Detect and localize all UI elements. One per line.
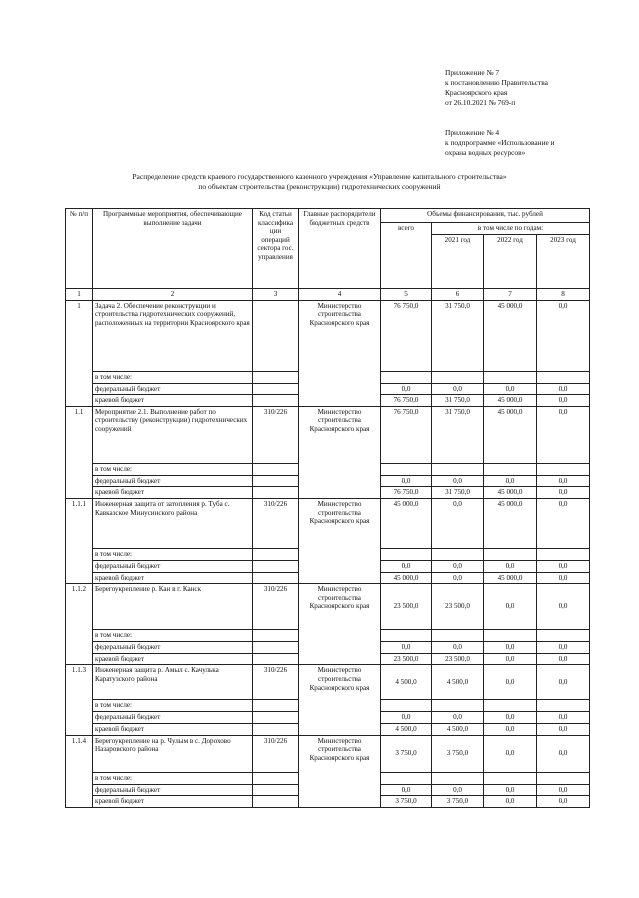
document-title <box>0 172 639 192</box>
regional-budget-value: 3 750,0 <box>381 796 432 808</box>
empty-cell <box>432 548 484 560</box>
table-row <box>66 498 590 548</box>
item-2023: 0,0 <box>537 300 590 371</box>
table-row <box>66 584 590 630</box>
regional-budget-value: 0,0 <box>537 395 590 407</box>
col-header-2023: 2023 год <box>537 235 590 289</box>
item-2022: 45 000,0 <box>484 300 537 371</box>
empty-cell <box>253 630 299 642</box>
col-header-2022: 2022 год <box>484 235 537 289</box>
header-line: к подпрограмме «Использование и <box>445 138 555 147</box>
incl-label: в том числе: <box>93 630 253 642</box>
federal-budget-value: 0,0 <box>537 560 590 572</box>
appendix-7-header <box>445 68 548 108</box>
item-2022: 0,0 <box>484 584 537 630</box>
table-row <box>66 735 590 772</box>
empty-cell <box>381 630 432 642</box>
empty-cell <box>484 371 537 383</box>
header-line: Приложение № 7 <box>445 68 500 77</box>
header-line: Красноярского края <box>445 88 508 97</box>
col-number: 3 <box>253 289 299 301</box>
item-number: 1.1.1 <box>66 498 93 583</box>
federal-budget-value: 0,0 <box>432 383 484 395</box>
item-number: 1.1 <box>66 406 93 498</box>
appendix-4-header <box>445 128 555 158</box>
empty-cell <box>484 700 537 712</box>
regional-budget-value: 0,0 <box>432 572 484 584</box>
title-line: по объектам строительства (реконструкции) гидротехнических сооружений <box>198 182 441 191</box>
regional-budget-value: 45 000,0 <box>484 572 537 584</box>
item-number: 1 <box>66 300 93 406</box>
empty-cell <box>253 475 299 487</box>
federal-budget-label: федеральный бюджет <box>93 712 253 724</box>
item-name: Инженерная защита р. Амыл с. Качулька Каратузского района <box>93 665 253 700</box>
item-2021: 31 750,0 <box>432 406 484 463</box>
empty-cell <box>432 772 484 784</box>
empty-cell <box>537 463 590 475</box>
regional-budget-value: 31 750,0 <box>432 487 484 499</box>
item-2022: 45 000,0 <box>484 498 537 548</box>
item-2021: 31 750,0 <box>432 300 484 371</box>
empty-cell <box>537 772 590 784</box>
col-number: 8 <box>537 289 590 301</box>
regional-budget-value: 4 500,0 <box>432 723 484 735</box>
header-line: от 26.10.2021 № 769-п <box>445 98 516 107</box>
federal-budget-value: 0,0 <box>432 642 484 654</box>
federal-budget-label: федеральный бюджет <box>93 784 253 796</box>
regional-budget-value: 23 500,0 <box>381 653 432 665</box>
federal-budget-value: 0,0 <box>537 383 590 395</box>
col-header-activity: Программные мероприятия, обеспечивающие выполнение задачи <box>93 209 253 289</box>
item-name: Мероприятие 2.1. Выполнение работ по строительству (реконструкции) гидротехнических сооружений <box>93 406 253 463</box>
federal-budget-value: 0,0 <box>537 475 590 487</box>
item-code: 310/226 <box>253 498 299 548</box>
col-number: 6 <box>432 289 484 301</box>
empty-cell <box>253 548 299 560</box>
federal-budget-label: федеральный бюджет <box>93 642 253 654</box>
federal-budget-value: 0,0 <box>381 642 432 654</box>
federal-budget-value: 0,0 <box>537 642 590 654</box>
empty-cell <box>253 383 299 395</box>
regional-budget-value: 76 750,0 <box>381 395 432 407</box>
federal-budget-value: 0,0 <box>432 560 484 572</box>
regional-budget-value: 31 750,0 <box>432 395 484 407</box>
col-header-funding: Объемы финансирования, тыс. рублей <box>381 209 590 223</box>
regional-budget-value: 0,0 <box>484 723 537 735</box>
item-code <box>253 300 299 371</box>
col-number: 7 <box>484 289 537 301</box>
federal-budget-value: 0,0 <box>381 784 432 796</box>
regional-budget-label: краевой бюджет <box>93 796 253 808</box>
item-2023: 0,0 <box>537 665 590 700</box>
item-total: 45 000,0 <box>381 498 432 548</box>
regional-budget-label: краевой бюджет <box>93 653 253 665</box>
federal-budget-value: 0,0 <box>381 560 432 572</box>
col-header-code: Код статьи классифика ции операций сектора гос. управления <box>253 209 299 289</box>
empty-cell <box>381 772 432 784</box>
item-2021: 3 750,0 <box>432 735 484 772</box>
empty-cell <box>537 371 590 383</box>
item-total: 3 750,0 <box>381 735 432 772</box>
empty-cell <box>253 772 299 784</box>
empty-cell <box>253 463 299 475</box>
incl-label: в том числе: <box>93 371 253 383</box>
header-line: Приложение № 4 <box>445 128 500 137</box>
incl-label: в том числе: <box>93 463 253 475</box>
regional-budget-value: 45 000,0 <box>484 395 537 407</box>
col-header-by-years: в том числе по годам: <box>432 223 590 235</box>
item-code: 310/226 <box>253 406 299 463</box>
item-number: 1.1.2 <box>66 584 93 665</box>
item-manager: Министерство строительства Красноярского края <box>299 584 381 665</box>
item-2022: 0,0 <box>484 735 537 772</box>
item-total: 4 500,0 <box>381 665 432 700</box>
item-2023: 0,0 <box>537 406 590 463</box>
item-total: 76 750,0 <box>381 300 432 371</box>
table-row <box>66 300 590 371</box>
regional-budget-value: 0,0 <box>537 487 590 499</box>
empty-cell <box>253 653 299 665</box>
empty-cell <box>381 371 432 383</box>
item-code: 310/226 <box>253 584 299 630</box>
regional-budget-value: 0,0 <box>537 796 590 808</box>
regional-budget-label: краевой бюджет <box>93 487 253 499</box>
empty-cell <box>537 548 590 560</box>
regional-budget-value: 45 000,0 <box>484 487 537 499</box>
empty-cell <box>432 371 484 383</box>
empty-cell <box>381 548 432 560</box>
regional-budget-value: 3 750,0 <box>432 796 484 808</box>
regional-budget-value: 76 750,0 <box>381 487 432 499</box>
regional-budget-label: краевой бюджет <box>93 572 253 584</box>
column-number-row <box>66 289 590 301</box>
empty-cell <box>253 572 299 584</box>
empty-cell <box>253 395 299 407</box>
federal-budget-value: 0,0 <box>537 712 590 724</box>
empty-cell <box>537 630 590 642</box>
empty-cell <box>381 700 432 712</box>
regional-budget-label: краевой бюджет <box>93 395 253 407</box>
federal-budget-value: 0,0 <box>432 712 484 724</box>
item-name: Берегоукрепление на р. Чулым в с. Дорохово Назаровского района <box>93 735 253 772</box>
incl-label: в том числе: <box>93 700 253 712</box>
federal-budget-value: 0,0 <box>381 383 432 395</box>
empty-cell <box>484 772 537 784</box>
regional-budget-value: 23 500,0 <box>432 653 484 665</box>
item-total: 23 500,0 <box>381 584 432 630</box>
item-number: 1.1.4 <box>66 735 93 807</box>
federal-budget-value: 0,0 <box>484 475 537 487</box>
federal-budget-value: 0,0 <box>484 712 537 724</box>
col-header-managers: Главные распорядители бюджетных средств <box>299 209 381 289</box>
empty-cell <box>253 796 299 808</box>
empty-cell <box>253 700 299 712</box>
item-2022: 0,0 <box>484 665 537 700</box>
header-line: охрана водных ресурсов» <box>445 148 526 157</box>
regional-budget-value: 0,0 <box>537 723 590 735</box>
federal-budget-value: 0,0 <box>537 784 590 796</box>
federal-budget-value: 0,0 <box>484 383 537 395</box>
federal-budget-value: 0,0 <box>432 784 484 796</box>
federal-budget-label: федеральный бюджет <box>93 560 253 572</box>
item-manager: Министерство строительства Красноярского края <box>299 735 381 807</box>
col-header-2021: 2021 год <box>432 235 484 289</box>
empty-cell <box>484 463 537 475</box>
empty-cell <box>484 630 537 642</box>
federal-budget-label: федеральный бюджет <box>93 383 253 395</box>
empty-cell <box>253 723 299 735</box>
item-name: Инженерная защита от затопления р. Туба с. Кавказское Минусинского района <box>93 498 253 548</box>
item-2023: 0,0 <box>537 735 590 772</box>
empty-cell <box>253 487 299 499</box>
funding-table <box>65 208 590 808</box>
item-manager: Министерство строительства Красноярского края <box>299 406 381 498</box>
col-number: 4 <box>299 289 381 301</box>
col-header-num: № п/п <box>66 209 93 289</box>
item-code: 310/226 <box>253 665 299 700</box>
item-code: 310/226 <box>253 735 299 772</box>
title-line: Распределение средств краевого государственного казенного учреждения «Управление капитального строительства» <box>132 172 507 181</box>
item-manager: Министерство строительства Красноярского края <box>299 665 381 735</box>
empty-cell <box>432 700 484 712</box>
col-number: 2 <box>93 289 253 301</box>
table-row <box>66 406 590 463</box>
regional-budget-value: 45 000,0 <box>381 572 432 584</box>
empty-cell <box>253 560 299 572</box>
col-number: 1 <box>66 289 93 301</box>
header-line: к постановлению Правительства <box>445 78 548 87</box>
regional-budget-value: 0,0 <box>484 796 537 808</box>
item-name: Берегоукрепление р. Кан в г. Канск <box>93 584 253 630</box>
col-number: 5 <box>381 289 432 301</box>
federal-budget-value: 0,0 <box>432 475 484 487</box>
item-2021: 0,0 <box>432 498 484 548</box>
regional-budget-value: 4 500,0 <box>381 723 432 735</box>
federal-budget-value: 0,0 <box>381 475 432 487</box>
federal-budget-value: 0,0 <box>484 560 537 572</box>
item-2021: 23 500,0 <box>432 584 484 630</box>
regional-budget-value: 0,0 <box>484 653 537 665</box>
federal-budget-value: 0,0 <box>381 712 432 724</box>
item-2022: 45 000,0 <box>484 406 537 463</box>
empty-cell <box>253 642 299 654</box>
item-2021: 4 500,0 <box>432 665 484 700</box>
item-manager: Министерство строительства Красноярского края <box>299 300 381 406</box>
col-header-total: всего <box>381 223 432 289</box>
table-row <box>66 665 590 700</box>
empty-cell <box>253 371 299 383</box>
federal-budget-value: 0,0 <box>484 642 537 654</box>
regional-budget-label: краевой бюджет <box>93 723 253 735</box>
empty-cell <box>432 630 484 642</box>
federal-budget-label: федеральный бюджет <box>93 475 253 487</box>
item-name: Задача 2. Обеспечение реконструкции и строительства гидротехнических сооружений, расположенных на территории Красноярского края <box>93 300 253 371</box>
empty-cell <box>253 784 299 796</box>
empty-cell <box>432 463 484 475</box>
empty-cell <box>381 463 432 475</box>
empty-cell <box>537 700 590 712</box>
incl-label: в том числе: <box>93 548 253 560</box>
item-2023: 0,0 <box>537 584 590 630</box>
item-total: 76 750,0 <box>381 406 432 463</box>
item-2023: 0,0 <box>537 498 590 548</box>
regional-budget-value: 0,0 <box>537 653 590 665</box>
item-manager: Министерство строительства Красноярского края <box>299 498 381 583</box>
empty-cell <box>253 712 299 724</box>
empty-cell <box>484 548 537 560</box>
item-number: 1.1.3 <box>66 665 93 735</box>
regional-budget-value: 0,0 <box>537 572 590 584</box>
incl-label: в том числе: <box>93 772 253 784</box>
federal-budget-value: 0,0 <box>484 784 537 796</box>
